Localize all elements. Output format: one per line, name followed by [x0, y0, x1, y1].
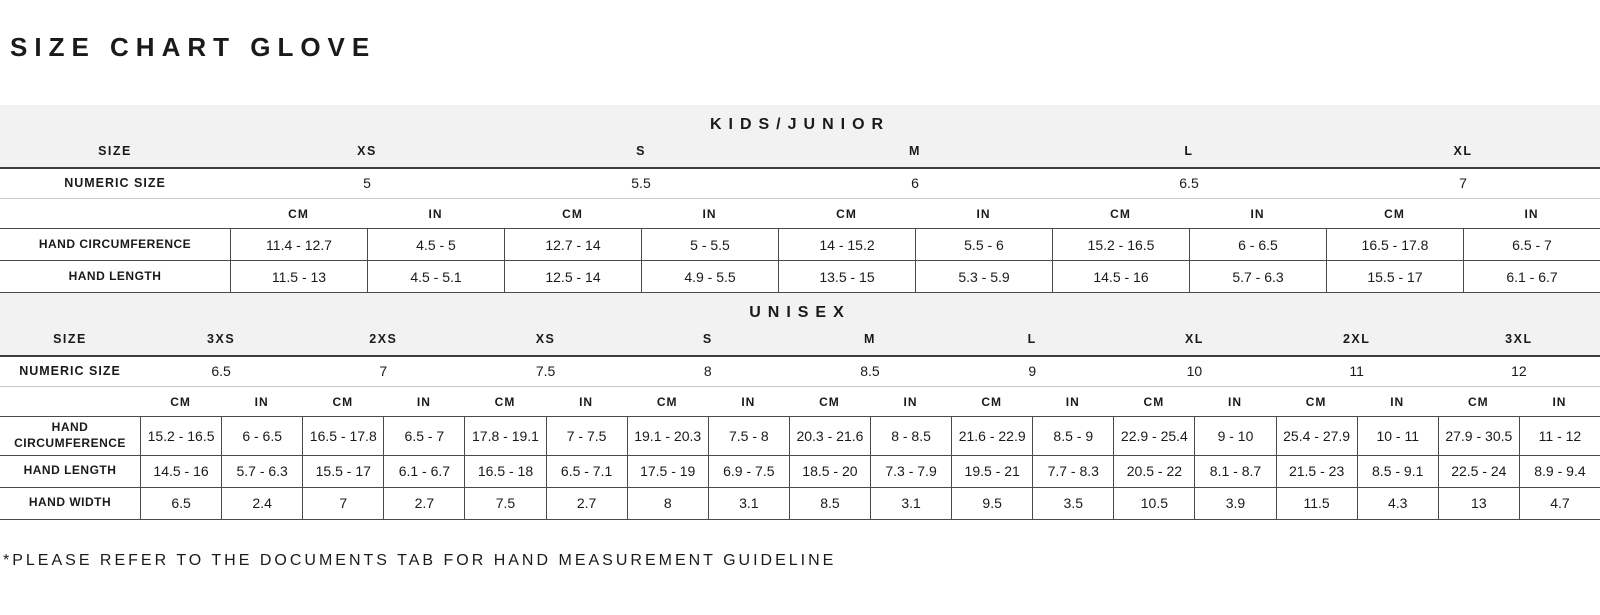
row-label: HAND LENGTH [23, 463, 117, 478]
value-cell: 20.5 - 22 [1113, 456, 1194, 487]
size-cell-m: M [909, 144, 921, 159]
value-cell: 11.5 [1276, 488, 1357, 519]
numeric-size-label: NUMERIC SIZE [19, 364, 121, 379]
numeric-size-cell: 9 [1028, 363, 1037, 380]
value-cell: 4.3 [1357, 488, 1438, 519]
numeric-size-row [0, 357, 1600, 387]
size-cell-l: L [1184, 144, 1194, 159]
unit-cell-in: IN [254, 395, 269, 410]
page-header [0, 17, 1600, 63]
size-label: SIZE [53, 332, 87, 347]
size-cell-l: L [1027, 332, 1037, 347]
size-table-kids-junior [0, 105, 1600, 293]
numeric-size-cell: 6.5 [1179, 175, 1199, 192]
numeric-size-cell: 8.5 [860, 363, 880, 380]
size-cell-3xs: 3XS [207, 332, 236, 347]
unit-cell-cm: CM [819, 395, 840, 410]
unit-cell-cm: CM [562, 207, 583, 222]
value-cell: 8.5 - 9 [1032, 417, 1113, 454]
value-cell: 6.9 - 7.5 [708, 456, 789, 487]
value-cell: 15.2 - 16.5 [1052, 229, 1189, 260]
size-cell-2xl: 2XL [1342, 332, 1371, 347]
value-cell: 19.5 - 21 [951, 456, 1032, 487]
value-cell: 7.5 [464, 488, 545, 519]
footnote: *PLEASE REFER TO THE DOCUMENTS TAB FOR HAND MEASUREMENT GUIDELINE [3, 551, 837, 569]
unit-cell-in: IN [702, 207, 717, 222]
unit-cell-in: IN [1552, 395, 1567, 410]
value-cell: 5.3 - 5.9 [915, 261, 1052, 292]
value-cell: 7 [302, 488, 383, 519]
numeric-size-cell: 6 [911, 175, 919, 192]
unit-row-spacer [0, 394, 140, 409]
value-cell: 21.5 - 23 [1276, 456, 1357, 487]
unit-cell-cm: CM [1305, 395, 1327, 410]
value-cell: 12.5 - 14 [504, 261, 641, 292]
unit-cell-cm: CM [288, 207, 309, 222]
value-cell: 14.5 - 16 [1052, 261, 1189, 292]
value-cell: 6 - 6.5 [1189, 229, 1326, 260]
unit-cell-in: IN [416, 395, 431, 410]
value-cell: 7 - 7.5 [546, 417, 627, 454]
size-label: SIZE [98, 144, 132, 159]
value-cell: 14 - 15.2 [778, 229, 915, 260]
unit-cell-cm: CM [1384, 207, 1405, 222]
numeric-size-cell: 7 [379, 363, 388, 380]
numeric-size-cell: 8 [703, 363, 712, 380]
unit-cell-cm: CM [836, 207, 857, 222]
value-cell: 6.5 - 7 [1463, 229, 1600, 260]
unit-cell-cm: CM [170, 395, 191, 410]
value-cell: 13.5 - 15 [778, 261, 915, 292]
unit-row-spacer [0, 206, 230, 221]
value-cell: 9 - 10 [1194, 417, 1275, 454]
value-cell: 10 - 11 [1357, 417, 1438, 454]
value-cell: 4.9 - 5.5 [641, 261, 778, 292]
value-cell: 8.9 - 9.4 [1519, 456, 1600, 487]
table-header-band [0, 293, 1600, 357]
numeric-size-cell: 10 [1186, 363, 1203, 380]
measurement-row-hand-circumference [0, 228, 1600, 260]
value-cell: 6.5 - 7.1 [546, 456, 627, 487]
value-cell: 3.1 [870, 488, 951, 519]
value-cell: 11.5 - 13 [230, 261, 367, 292]
unit-cell-cm: CM [332, 395, 354, 410]
numeric-size-cell: 11 [1349, 363, 1364, 380]
table-title: KIDS/JUNIOR [709, 116, 891, 134]
size-cell-xl: XL [1184, 332, 1204, 347]
value-cell: 8.1 - 8.7 [1194, 456, 1275, 487]
measurement-row-hand-length [0, 455, 1600, 487]
value-cell: 4.7 [1519, 488, 1600, 519]
unit-cell-cm: CM [1467, 395, 1489, 410]
value-cell: 10.5 [1113, 488, 1194, 519]
value-cell: 27.9 - 30.5 [1438, 417, 1519, 454]
value-cell: 5.7 - 6.3 [221, 456, 302, 487]
row-label: HAND CIRCUMFERENCE [38, 237, 192, 252]
size-row [0, 139, 1600, 167]
value-cell: 2.7 [546, 488, 627, 519]
row-label: HAND LENGTH [68, 269, 162, 284]
numeric-size-cell: 12 [1511, 363, 1527, 380]
value-cell: 11 - 12 [1519, 417, 1600, 454]
value-cell: 16.5 - 17.8 [302, 417, 383, 454]
value-cell: 6.1 - 6.7 [1463, 261, 1600, 292]
value-cell: 14.5 - 16 [140, 456, 221, 487]
value-cell: 15.5 - 17 [1326, 261, 1463, 292]
value-cell: 9.5 [951, 488, 1032, 519]
size-cell-3xl: 3XL [1505, 332, 1533, 347]
size-tables [0, 105, 1600, 519]
size-cell-2xs: 2XS [369, 332, 398, 347]
value-cell: 5.5 - 6 [915, 229, 1052, 260]
value-cell: 6 - 6.5 [221, 417, 302, 454]
value-cell: 17.5 - 19 [627, 456, 708, 487]
numeric-size-cell: 5.5 [631, 175, 651, 192]
value-cell: 17.8 - 19.1 [464, 417, 545, 454]
value-cell: 3.5 [1032, 488, 1113, 519]
value-cell: 3.9 [1194, 488, 1275, 519]
value-cell: 7.5 - 8 [708, 417, 789, 454]
value-cell: 19.1 - 20.3 [627, 417, 708, 454]
value-cell: 5 - 5.5 [641, 229, 778, 260]
unit-row [0, 199, 1600, 228]
value-cell: 20.3 - 21.6 [789, 417, 870, 454]
unit-cell-cm: CM [656, 395, 678, 410]
value-cell: 16.5 - 17.8 [1326, 229, 1463, 260]
value-cell: 7.3 - 7.9 [870, 456, 951, 487]
row-label: HAND WIDTH [28, 495, 112, 510]
value-cell: 6.1 - 6.7 [383, 456, 464, 487]
value-cell: 22.9 - 25.4 [1113, 417, 1194, 454]
size-row [0, 327, 1600, 355]
value-cell: 3.1 [708, 488, 789, 519]
unit-cell-in: IN [1065, 395, 1080, 410]
table-title: UNISEX [749, 304, 851, 322]
unit-cell-in: IN [1390, 395, 1405, 410]
numeric-size-cell: 7.5 [535, 363, 556, 380]
value-cell: 16.5 - 18 [464, 456, 545, 487]
value-cell: 25.4 - 27.9 [1276, 417, 1357, 454]
unit-cell-in: IN [1524, 207, 1539, 222]
size-cell-xl: XL [1453, 144, 1473, 159]
value-cell: 13 [1438, 488, 1519, 519]
value-cell: 2.7 [383, 488, 464, 519]
value-cell: 12.7 - 14 [504, 229, 641, 260]
size-cell-s: S [636, 144, 646, 159]
value-cell: 4.5 - 5 [367, 229, 504, 260]
numeric-size-row [0, 169, 1600, 199]
numeric-size-cell: 6.5 [211, 363, 231, 380]
value-cell: 5.7 - 6.3 [1189, 261, 1326, 292]
value-cell: 7.7 - 8.3 [1032, 456, 1113, 487]
size-cell-s: S [702, 332, 713, 347]
value-cell: 15.2 - 16.5 [140, 417, 221, 454]
value-cell: 6.5 [140, 488, 221, 519]
measurement-row-hand-length [0, 260, 1600, 293]
value-cell: 8.5 - 9.1 [1357, 456, 1438, 487]
numeric-size-cell: 5 [363, 175, 371, 192]
table-header-band [0, 105, 1600, 169]
unit-cell-in: IN [1250, 207, 1265, 222]
unit-cell-in: IN [976, 207, 991, 222]
size-cell-xs: XS [357, 144, 377, 159]
unit-cell-in: IN [903, 395, 918, 410]
value-cell: 4.5 - 5.1 [367, 261, 504, 292]
value-cell: 2.4 [221, 488, 302, 519]
numeric-size-cell: 7 [1459, 175, 1467, 192]
numeric-size-label: NUMERIC SIZE [64, 176, 166, 191]
unit-cell-in: IN [428, 207, 443, 222]
unit-cell-in: IN [741, 395, 756, 410]
unit-row [0, 387, 1600, 416]
value-cell: 22.5 - 24 [1438, 456, 1519, 487]
unit-cell-cm: CM [1143, 395, 1165, 410]
row-label: HAND CIRCUMFERENCE [14, 420, 126, 450]
unit-cell-cm: CM [494, 395, 516, 410]
value-cell: 6.5 - 7 [383, 417, 464, 454]
value-cell: 15.5 - 17 [302, 456, 383, 487]
measurement-row-hand-width [0, 487, 1600, 520]
size-cell-m: M [864, 332, 876, 347]
value-cell: 8 - 8.5 [870, 417, 951, 454]
size-table-unisex [0, 293, 1600, 519]
size-cell-xs: XS [535, 332, 556, 347]
value-cell: 8 [627, 488, 708, 519]
measurement-row-hand-circumference [0, 416, 1600, 454]
value-cell: 21.6 - 22.9 [951, 417, 1032, 454]
value-cell: 11.4 - 12.7 [230, 229, 367, 260]
unit-cell-cm: CM [981, 395, 1002, 410]
unit-cell-in: IN [579, 395, 594, 410]
unit-cell-in: IN [1227, 395, 1242, 410]
page-title: SIZE CHART GLOVE [10, 32, 377, 63]
value-cell: 18.5 - 20 [789, 456, 870, 487]
value-cell: 8.5 [789, 488, 870, 519]
unit-cell-cm: CM [1110, 207, 1131, 222]
